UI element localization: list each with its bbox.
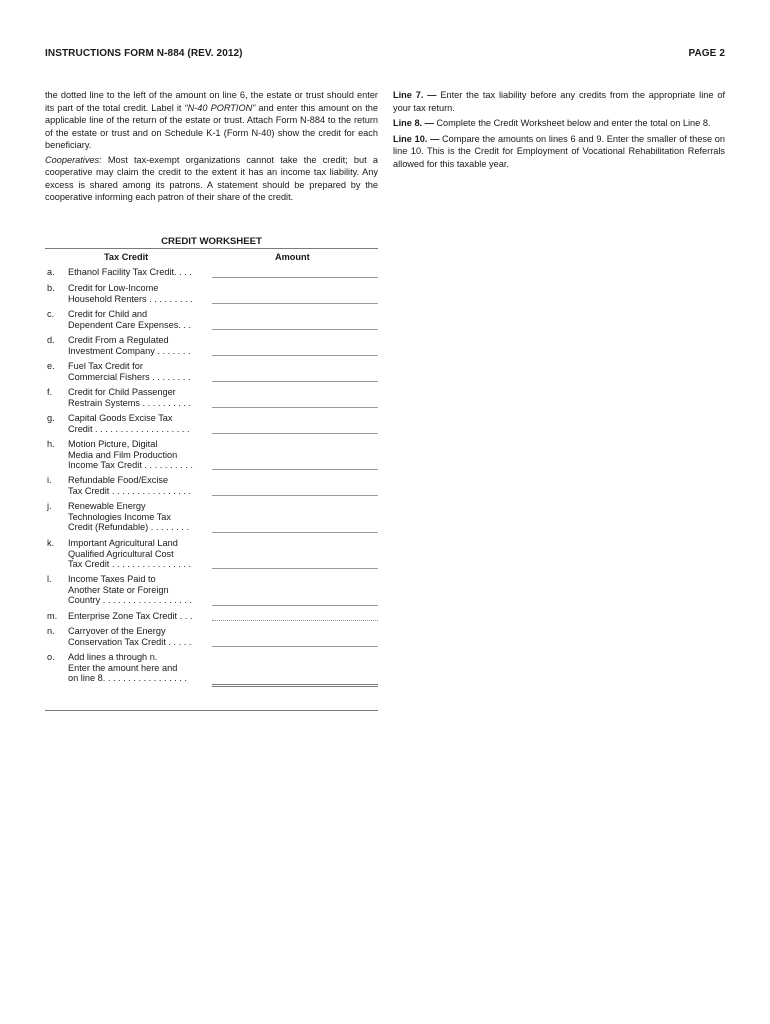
- worksheet-row-b: [45, 283, 378, 309]
- row-description: Refundable Food/Excise Tax Credit . . . . . . . . . . . . . . . .: [68, 475, 192, 496]
- line7-label: Line 7. —: [393, 90, 437, 100]
- amount-field[interactable]: [212, 381, 378, 382]
- cooperatives-label: Cooperatives:: [45, 154, 102, 165]
- worksheet-bottom-rule: [45, 710, 378, 711]
- estate-trust-text-a: the dotted line to the left of the amount on line 6, the estate or trust should enter its part of the total credit. Label it: [45, 90, 378, 113]
- worksheet-row-g: [45, 413, 378, 439]
- line10-label: Line 10. —: [393, 133, 440, 144]
- line8-label: Line 8. —: [393, 118, 434, 128]
- row-letter: j.: [47, 501, 52, 511]
- right-column: [393, 89, 725, 173]
- n40-portion-label: “N-40 PORTION”: [184, 102, 256, 113]
- amount-field[interactable]: [212, 355, 378, 356]
- worksheet-row-j: [45, 501, 378, 538]
- line10-instruction: [393, 133, 725, 171]
- row-letter: k.: [47, 538, 55, 548]
- form-title: INSTRUCTIONS FORM N-884 (REV. 2012): [45, 48, 243, 59]
- worksheet-row-f: [45, 387, 378, 413]
- page-number: PAGE 2: [688, 48, 725, 59]
- worksheet-title: CREDIT WORKSHEET: [161, 236, 262, 247]
- amount-column-header: Amount: [275, 252, 310, 262]
- worksheet-row-l: [45, 574, 378, 611]
- amount-field[interactable]: [212, 568, 378, 569]
- amount-field[interactable]: [212, 469, 378, 470]
- amount-field[interactable]: [212, 684, 378, 687]
- worksheet-row-o: [45, 652, 378, 690]
- row-description: Income Taxes Paid to Another State or Foreign Country . . . . . . . . . . . . . . . . . .: [68, 574, 193, 605]
- row-letter: d.: [47, 335, 55, 345]
- row-letter: l.: [47, 574, 52, 584]
- row-description: Important Agricultural Land Qualified Agricultural Cost Tax Credit . . . . . . . . . . . . . . . .: [68, 538, 192, 569]
- amount-field[interactable]: [212, 532, 378, 533]
- row-description: Renewable Energy Technologies Income Tax Credit (Refundable) . . . . . . . .: [68, 501, 190, 532]
- row-description: Capital Goods Excise Tax Credit . . . . . . . . . . . . . . . . . . .: [68, 413, 190, 434]
- row-letter: o.: [47, 652, 55, 662]
- row-description: Carryover of the Energy Conservation Tax Credit . . . . .: [68, 626, 192, 647]
- estate-trust-paragraph: [45, 89, 378, 152]
- line8-text: Complete the Credit Worksheet below and enter the total on Line 8.: [433, 118, 711, 128]
- worksheet-column-headers: [45, 249, 378, 267]
- row-description: Credit From a Regulated Investment Company . . . . . . .: [68, 335, 191, 356]
- cooperatives-text: Most tax-exempt organizations cannot take the credit; but a cooperative may claim the credit to the extent it has an income tax liability. Any excess is shared among its patrons. A statement should be prepared by the cooperative informing each patron of their share of the credit.: [45, 154, 378, 202]
- amount-field[interactable]: [212, 433, 378, 434]
- row-description: Ethanol Facility Tax Credit. . . .: [68, 267, 192, 277]
- row-letter: i.: [47, 475, 52, 485]
- worksheet-row-h: [45, 439, 378, 475]
- row-letter: a.: [47, 267, 55, 277]
- line8-instruction: [393, 117, 725, 130]
- page-header: [45, 48, 725, 62]
- worksheet-row-c: [45, 309, 378, 335]
- row-description: Enterprise Zone Tax Credit . . .: [68, 611, 193, 621]
- amount-field[interactable]: [212, 646, 378, 647]
- row-description: Motion Picture, Digital Media and Film Production Income Tax Credit . . . . . . . . . .: [68, 439, 193, 470]
- amount-field[interactable]: [212, 277, 378, 278]
- line10-text: Compare the amounts on lines 6 and 9. Enter the smaller of these on line 10. This is the Credit for Employment of Vocational Rehabilitation Referrals allowed for this taxable year.: [393, 133, 725, 169]
- worksheet-row-i: [45, 475, 378, 501]
- estate-trust-text-b: and enter this amount on the applicable line of the return of the estate or trust. Attach Form N-884 to the return of the estate or trust and on Schedule K-1 (Form N-40) show the credit for each beneficiary.: [45, 102, 378, 150]
- row-letter: n.: [47, 626, 55, 636]
- worksheet-row-k: [45, 538, 378, 574]
- row-letter: e.: [47, 361, 55, 371]
- amount-field[interactable]: [212, 329, 378, 330]
- line7-text: Enter the tax liability before any credits from the appropriate line of your tax return.: [393, 90, 725, 113]
- row-letter: c.: [47, 309, 55, 319]
- row-letter: g.: [47, 413, 55, 423]
- row-letter: f.: [47, 387, 53, 397]
- row-description: Add lines a through n. Enter the amount here and on line 8. . . . . . . . . . . . . . . . .: [68, 652, 187, 683]
- row-letter: m.: [47, 611, 58, 621]
- row-letter: b.: [47, 283, 55, 293]
- worksheet-row-n: [45, 626, 378, 652]
- amount-field[interactable]: [212, 303, 378, 304]
- worksheet-row-a: [45, 267, 378, 283]
- worksheet-rows: [45, 267, 378, 690]
- credit-worksheet: [45, 236, 378, 690]
- worksheet-row-m: [45, 611, 378, 626]
- worksheet-row-e: [45, 361, 378, 387]
- line7-instruction: [393, 89, 725, 114]
- amount-field[interactable]: [212, 495, 378, 496]
- cooperatives-paragraph: [45, 154, 378, 204]
- row-description: Credit for Child and Dependent Care Expenses. . .: [68, 309, 192, 330]
- row-description: Fuel Tax Credit for Commercial Fishers . . . . . . . .: [68, 361, 191, 382]
- row-description: Credit for Low-Income Household Renters . . . . . . . . .: [68, 283, 193, 304]
- amount-field[interactable]: [212, 407, 378, 408]
- tax-credit-column-header: Tax Credit: [104, 252, 149, 262]
- row-description: Credit for Child Passenger Restrain Systems . . . . . . . . . .: [68, 387, 192, 408]
- worksheet-row-d: [45, 335, 378, 361]
- row-letter: h.: [47, 439, 55, 449]
- amount-field[interactable]: [212, 605, 378, 606]
- left-column: [45, 89, 378, 204]
- amount-field[interactable]: [212, 620, 378, 621]
